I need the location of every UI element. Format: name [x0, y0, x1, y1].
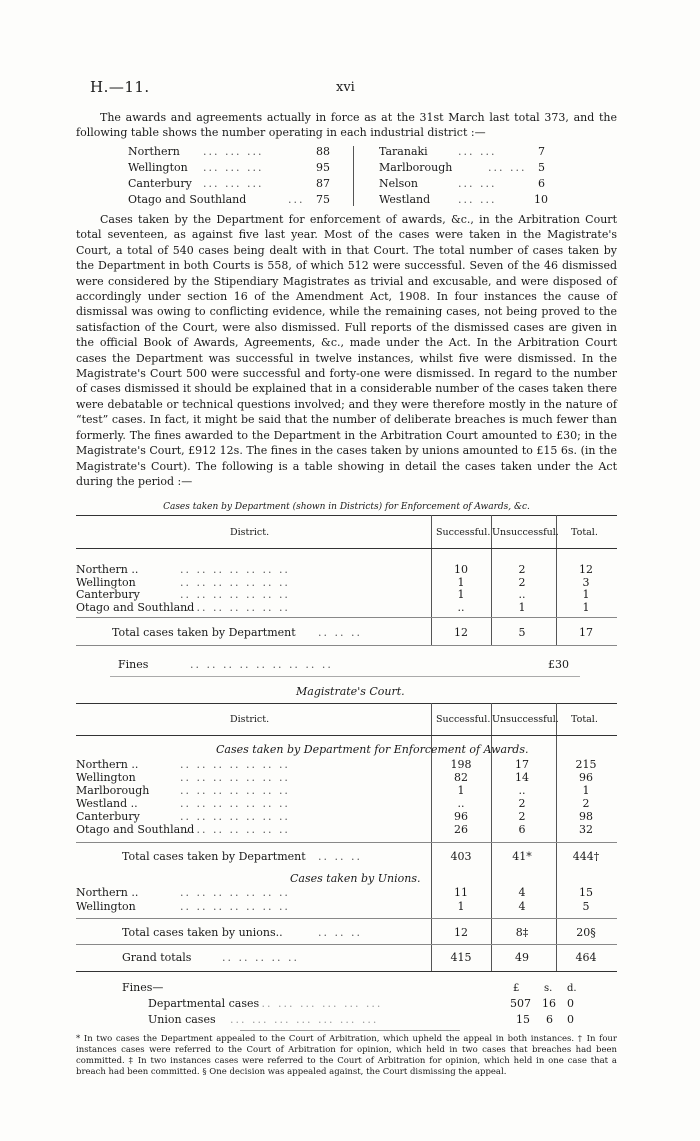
district-left-count-1: 95: [316, 161, 330, 174]
t1-row-3-successful: ..: [457, 600, 465, 614]
fines-dept-pence: 0: [567, 997, 574, 1010]
t2b-row-0-leader: .. .. .. .. .. .. ..: [180, 886, 290, 899]
money-head-pounds: £: [513, 983, 520, 994]
t2-total1-total: 444†: [572, 850, 600, 863]
t1-fines-value: £30: [548, 658, 569, 671]
district-left-3: Otago and Southland: [128, 193, 247, 206]
t2a-row-3-district: Westland ..: [76, 797, 138, 810]
t1-row-2-successful: 1: [457, 588, 465, 601]
t2-total1-unsuccessful: 41*: [512, 850, 532, 863]
t2-head-total: Total.: [571, 714, 598, 725]
districts-table: Northern Wellington Canterbury Otago and Southland ... ... ... ... ... ... ... ... ... ... 88 95 87 75 Taranaki Marlborough Nelson Westland ... ... ... ... ... ... ... ... 7 5 6 10: [128, 145, 548, 206]
fines-union-pounds: 15: [516, 1013, 530, 1026]
t2-head-unsuccessful: Unsuccessful.: [492, 714, 559, 725]
district-right-count-0: 7: [538, 145, 545, 158]
t1-row-0-unsuccessful: 2: [518, 563, 526, 576]
t2a-row-2-district: Marlborough: [76, 784, 150, 797]
t2-subcaption-department: Cases taken by Department for Enforcement of Awards.: [216, 743, 529, 756]
district-right-3: Westland: [379, 193, 431, 206]
t2a-row-1-leader: .. .. .. .. .. .. ..: [180, 771, 290, 784]
t1-row-1-total: 3: [582, 575, 590, 589]
t1-total-successful: 12: [454, 626, 468, 639]
t1-row-2-unsuccessful: ..: [518, 588, 526, 601]
district-right-2: Nelson: [379, 177, 419, 190]
t1-row-1-leader: .. .. .. .. .. .. ..: [180, 575, 290, 589]
t1-row-1-successful: 1: [457, 575, 465, 589]
district-right-1: Marlborough: [379, 161, 453, 174]
t2b-row-0-unsuccessful: 4: [518, 886, 526, 899]
t2a-row-4-total: 98: [579, 810, 593, 823]
t1-head-successful: Successful.: [436, 527, 491, 538]
fines-dept-label: Departmental cases: [148, 997, 260, 1010]
t1-row-3-unsuccessful: 1: [518, 600, 526, 614]
t1-head-district: District.: [230, 527, 270, 538]
t2-head-district: District.: [230, 714, 270, 725]
t1-row-0-leader: .. .. .. .. .. .. ..: [180, 563, 290, 576]
t2-total1-label: Total cases taken by Department: [122, 850, 306, 863]
money-head-shillings: s.: [544, 983, 553, 994]
t2-grand-total: 464: [575, 951, 597, 964]
t2a-row-5-leader: .. .. .. .. .. .. ..: [180, 823, 290, 836]
t2b-row-0-district: Northern ..: [76, 886, 139, 899]
district-left-1: Wellington: [128, 161, 188, 174]
fines-dept-shillings: 16: [542, 997, 556, 1010]
t2-total2-unsuccessful: 8‡: [515, 926, 529, 939]
t1-head-unsuccessful: Unsuccessful.: [492, 527, 559, 538]
district-right-count-1: 5: [538, 161, 545, 174]
t2-fines-label: Fines—: [122, 981, 164, 994]
t2a-row-4-unsuccessful: 2: [518, 810, 526, 823]
t1-row-2-district: Canterbury: [76, 588, 140, 601]
money-head-pence: d.: [567, 983, 577, 994]
table1-caption: Cases taken by Department (shown in Districts) for Enforcement of Awards, &c.: [163, 502, 530, 512]
t2a-row-5-unsuccessful: 6: [518, 823, 526, 836]
district-left-count-3: 75: [316, 193, 330, 206]
t2a-row-1-district: Wellington: [76, 771, 136, 784]
t2-grand-unsuccessful: 49: [515, 951, 529, 964]
t2b-row-1-total: 5: [582, 900, 590, 913]
district-left-2: Canterbury: [128, 177, 192, 190]
district-left-0: Northern: [128, 145, 180, 158]
district-right-count-3: 10: [534, 193, 548, 206]
t2a-row-4-successful: 96: [454, 810, 468, 823]
t2-subcaption-unions: Cases taken by Unions.: [290, 872, 421, 885]
t2a-row-1-successful: 82: [454, 771, 468, 784]
table2-title: Magistrate's Court.: [296, 685, 405, 698]
t2-total1-successful: 403: [450, 850, 472, 863]
t1-row-3-total: 1: [582, 600, 590, 614]
district-right-0: Taranaki: [379, 145, 428, 158]
t2a-row-3-leader: .. .. .. .. .. .. ..: [180, 797, 290, 810]
t2a-row-2-leader: .. .. .. .. .. .. ..: [180, 784, 290, 797]
t2b-row-0-total: 15: [579, 886, 593, 899]
t1-row-2-leader: .. .. .. .. .. .. ..: [180, 588, 290, 601]
intro-paragraph: [76, 110, 617, 141]
fines-union-label: Union cases: [148, 1013, 216, 1026]
t1-total-label: Total cases taken by Department: [112, 626, 296, 639]
t2b-row-1-leader: .. .. .. .. .. .. ..: [180, 900, 290, 913]
t2a-row-1-unsuccessful: 14: [515, 771, 529, 784]
t1-row-1-district: Wellington: [76, 575, 136, 589]
t1-total-unsuccessful: 5: [518, 626, 526, 639]
t2a-row-0-unsuccessful: 17: [515, 758, 529, 771]
t2-total2-total: 20§: [576, 926, 596, 939]
t1-row-0-successful: 10: [454, 563, 468, 576]
t2-grand-label: Grand totals: [122, 951, 192, 964]
t1-row-0-total: 12: [579, 563, 593, 576]
t2a-row-2-unsuccessful: ..: [518, 784, 526, 797]
body-text: Cases taken by the Department for enforcement of awards, &c., in the Arbitration Court total seventeen, as against five last year. Most of the cases were taken in the Magistrate's Court, a total of 540 cases being dealt with in that Court. The total number of cases taken by the Department in both Courts is 558, of which 512 were successful. Seven of the 46 dismissed were considered by the Stipendiary Magistrates as trivial and excusable, and were disposed of accordingly under section 16 of the Amendment Act, 1908. In four instances the cause of dismissal was owing to conflicting evidence, while the remaining cases, not being proved to the satisfaction of the Court, were also dismissed. Full reports of the dismissed cases are given in the official Book of Awards, Agreements, &c., made under the Act. In the Arbitration Court cases the Department was successful in twelve instances, whilst five were dismissed. In the Magistrate's Court 500 were successful and forty-one were dismissed. In regard to the number of cases dismissed it should be explained that in a considerable number of the cases taken there were debatable or technical questions involved; and they were therefore mostly in the nature of “test” cases. In fact, it might be said that the number of deliberate breaches is much fewer than formerly. The fines awarded to the Department in the Arbitration Court amounted to £30; in the Magistrate's Court, £912 12s. The fines in the cases taken by unions amounted to £15 6s. (in the Magistrate's Court). The following is a table showing in detail the cases taken under the Act during the period :—: [76, 213, 617, 488]
district-left-count-2: 87: [316, 177, 330, 190]
t2-total2-successful: 12: [454, 926, 468, 939]
district-left-count-0: 88: [316, 145, 330, 158]
t2b-row-1-unsuccessful: 4: [518, 900, 526, 913]
t2a-row-5-district: Otago and Southland: [76, 823, 195, 836]
t1-row-0-district: Northern ..: [76, 563, 139, 576]
t1-row-3-district: Otago and Southland: [76, 600, 195, 614]
t1-head-total: Total.: [571, 527, 598, 538]
footnotes: * In two cases the Department appealed to the Court of Arbitration, which upheld the appeal in both instances. † In four instances cases were referred to the Court of Arbitration for opinion, which held in two cases that breaches had been committed. ‡ In two instances cases were referred to the Court of Arbitration for opinion, which held in one case that a breach had been committed. § One decision was appealed against, the Court dismissing the appeal.: [76, 1034, 617, 1077]
t2a-row-3-unsuccessful: 2: [518, 797, 526, 810]
page-number: xvi: [336, 80, 355, 95]
t1-row-3-leader: .. .. .. .. .. .. ..: [180, 600, 290, 614]
fines-union-pence: 0: [567, 1013, 574, 1026]
t1-row-2-total: 1: [582, 588, 590, 601]
t1-total-total: 17: [579, 626, 593, 639]
t2b-row-1-successful: 1: [457, 900, 465, 913]
fines-union-shillings: 6: [546, 1013, 553, 1026]
t2a-row-5-total: 32: [579, 823, 593, 836]
t2a-row-2-successful: 1: [457, 784, 465, 797]
t2a-row-3-total: 2: [582, 797, 590, 810]
t2a-row-3-successful: ..: [457, 797, 465, 810]
t2b-row-1-district: Wellington: [76, 900, 136, 913]
intro-text: The awards and agreements actually in force as at the 31st March last total 373, and the following table shows the number operating in each industrial district :—: [76, 111, 617, 140]
district-right-count-2: 6: [538, 177, 545, 190]
t2a-row-0-district: Northern ..: [76, 758, 139, 771]
fines-dept-pounds: 507: [510, 997, 531, 1010]
page-code: H.—11.: [90, 78, 150, 96]
t2a-row-5-successful: 26: [454, 823, 468, 836]
t2-head-successful: Successful.: [436, 714, 491, 725]
t2a-row-0-successful: 198: [450, 758, 472, 771]
t2a-row-2-total: 1: [582, 784, 590, 797]
t1-fines-label: Fines: [118, 658, 149, 671]
body-paragraph: [76, 212, 617, 489]
t2-total2-label: Total cases taken by unions..: [122, 926, 283, 939]
t2a-row-4-leader: .. .. .. .. .. .. ..: [180, 810, 290, 823]
t2a-row-4-district: Canterbury: [76, 810, 140, 823]
t1-row-1-unsuccessful: 2: [518, 575, 526, 589]
t2a-row-0-leader: .. .. .. .. .. .. ..: [180, 758, 290, 771]
t2a-row-0-total: 215: [575, 758, 597, 771]
t2a-row-1-total: 96: [579, 771, 593, 784]
t2b-row-0-successful: 11: [454, 886, 468, 899]
t2-grand-successful: 415: [450, 951, 472, 964]
